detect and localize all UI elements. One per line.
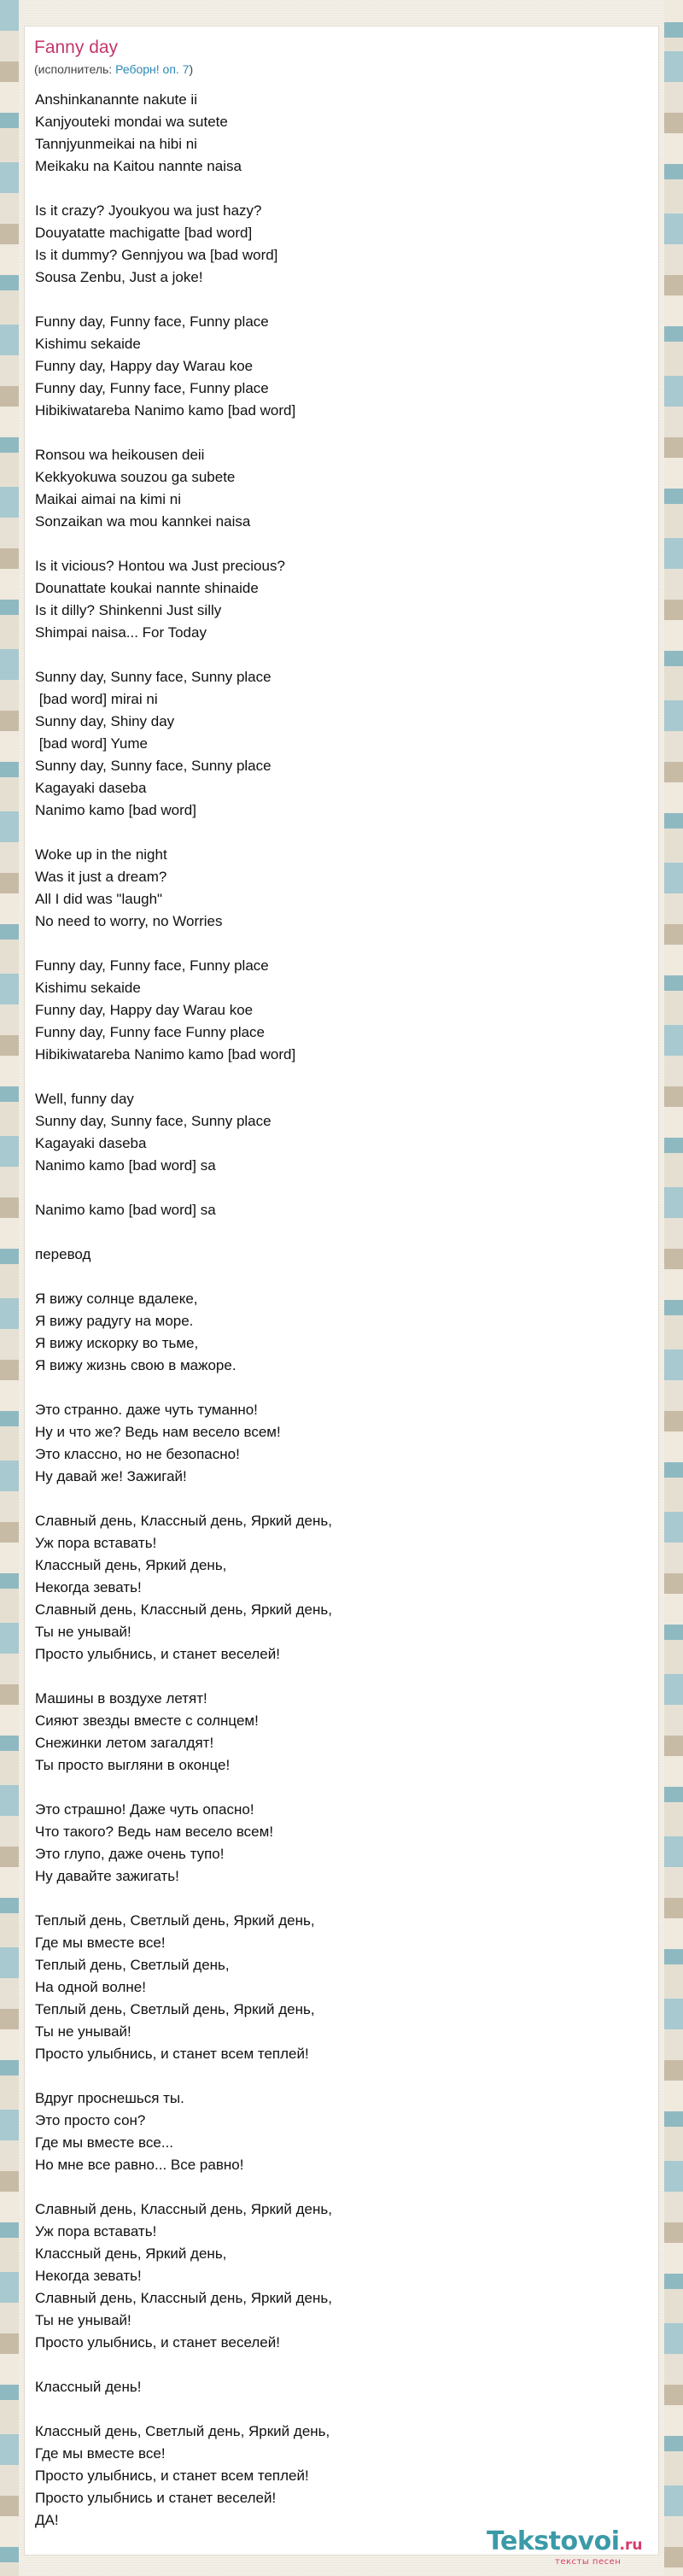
lyrics-line: Nanimo kamo [bad word] sa: [35, 1202, 216, 1218]
lyrics-line: Sousa Zenbu, Just a joke!: [35, 269, 203, 285]
lyrics-line: Nanimo kamo [bad word]: [35, 802, 196, 818]
lyrics-line: Славный день, Классный день, Яркий день,: [35, 1513, 332, 1529]
artist-line: [34, 62, 193, 76]
lyrics-blank-line: [35, 2398, 633, 2421]
lyrics-blank-line: [35, 1177, 633, 1199]
lyrics-blank-line: [35, 822, 633, 844]
lyrics-line: Nanimo kamo [bad word] sa: [35, 1157, 216, 1174]
lyrics-line: Снежинки летом загалдят!: [35, 1735, 214, 1751]
lyrics-blank-line: [35, 1666, 633, 1688]
logo-tagline: тексты песен: [555, 2557, 622, 2567]
lyrics-line: Что такого? Ведь нам весело всем!: [35, 1824, 274, 1840]
lyrics-line: Ты просто выгляни в оконце!: [35, 1757, 231, 1773]
lyrics-blank-line: [35, 2176, 633, 2198]
lyrics-line: Ну давай же! Зажигай!: [35, 1468, 187, 1484]
lyrics-line: Dounattate koukai nannte shinaide: [35, 580, 259, 596]
lyrics-blank-line: [35, 1377, 633, 1399]
lyrics-line: Maikai aimai na kimi ni: [35, 491, 181, 507]
right-decorative-stripe: [664, 0, 683, 2576]
lyrics-line: Ну и что же? Ведь нам весело всем!: [35, 1424, 281, 1440]
lyrics-line: Классный день!: [35, 2379, 142, 2395]
song-title: Fanny day: [34, 38, 119, 57]
lyrics-line: Hibikiwatareba Nanimo kamo [bad word]: [35, 1046, 296, 1063]
lyrics-line: Is it vicious? Hontou wa Just precious?: [35, 558, 285, 574]
lyrics-line: Douyatatte machigatte [bad word]: [35, 225, 253, 241]
lyrics-line: Kagayaki daseba: [35, 780, 147, 796]
lyrics-line: Классный день, Яркий день,: [35, 2245, 227, 2262]
lyrics-line: Теплый день, Светлый день, Яркий день,: [35, 1912, 315, 1929]
artist-prefix: (исполнитель:: [34, 62, 116, 76]
lyrics-line: All I did was "laugh": [35, 891, 163, 907]
lyrics-line: Meikaku na Kaitou nannte naisa: [35, 158, 242, 174]
lyrics-blank-line: [35, 644, 633, 666]
lyrics-line: Ну давайте зажигать!: [35, 1868, 179, 1884]
lyrics-line: Где мы вместе все...: [35, 2134, 174, 2151]
logo-name: Tekstovoi: [487, 2526, 620, 2556]
lyrics-blank-line: [35, 2354, 633, 2376]
lyrics-line: Классный день, Светлый день, Яркий день,: [35, 2423, 330, 2439]
lyrics-line: Но мне все равно... Все равно!: [35, 2157, 244, 2173]
lyrics-line: Просто улыбнись, и станет веселей!: [35, 1646, 280, 1662]
lyrics-line: Некогда зевать!: [35, 2268, 142, 2284]
lyrics-line: Is it dummy? Gennjyou wa [bad word]: [35, 247, 278, 263]
lyrics-line: Уж пора вставать!: [35, 2223, 157, 2239]
lyrics-line: Просто улыбнись, и станет всем теплей!: [35, 2046, 309, 2062]
left-decorative-stripe: [0, 0, 19, 2576]
lyrics-line: Sunny day, Sunny face, Sunny place: [35, 758, 271, 774]
lyrics-line: Sunny day, Sunny face, Sunny place: [35, 669, 271, 685]
lyrics-line: Is it dilly? Shinkenni Just silly: [35, 602, 222, 618]
lyrics-line: Это классно, но не безопасно!: [35, 1446, 240, 1462]
lyrics-line: Теплый день, Светлый день,: [35, 1957, 230, 1973]
lyrics-line: Некогда зевать!: [35, 1579, 142, 1595]
lyrics-line: Is it crazy? Jyoukyou wa just hazy?: [35, 202, 262, 219]
lyrics-line: Теплый день, Светлый день, Яркий день,: [35, 2001, 315, 2017]
lyrics-line: Funny day, Happy day Warau koe: [35, 1002, 254, 1018]
lyrics-line: Kekkyokuwa souzou ga subete: [35, 469, 236, 485]
lyrics-line: Классный день, Яркий день,: [35, 1557, 227, 1573]
lyrics-line: Я вижу жизнь свою в мажоре.: [35, 1357, 236, 1373]
lyrics-line: ДА!: [35, 2512, 59, 2528]
lyrics-blank-line: [35, 1777, 633, 1799]
lyrics-blank-line: [35, 1221, 633, 1244]
lyrics-line: [bad word] Yume: [35, 735, 148, 752]
lyrics-line: Это глупо, даже очень тупо!: [35, 1846, 225, 1862]
lyrics-line: Славный день, Классный день, Яркий день,: [35, 1601, 332, 1618]
logo-tld: .ru: [619, 2537, 643, 2554]
lyrics-line: [bad word] mirai ni: [35, 691, 158, 707]
lyrics-blank-line: [35, 933, 633, 955]
lyrics-line: Я вижу солнце вдалеке,: [35, 1291, 198, 1307]
lyrics-line: Ты не унывай!: [35, 2312, 131, 2328]
lyrics-line: Sunny day, Sunny face, Sunny place: [35, 1113, 271, 1129]
lyrics-line: Sunny day, Shiny day: [35, 713, 175, 729]
lyrics-line: На одной волне!: [35, 1979, 146, 1995]
lyrics-line: Это страшно! Даже чуть опасно!: [35, 1801, 254, 1818]
lyrics-blank-line: [35, 289, 633, 311]
lyrics-line: Well, funny day: [35, 1091, 134, 1107]
lyrics-line: Shimpai naisa... For Today: [35, 624, 207, 641]
lyrics-line: Funny day, Happy day Warau koe: [35, 358, 254, 374]
lyrics-line: Funny day, Funny face, Funny place: [35, 380, 269, 396]
lyrics-line: Sonzaikan wa mou kannkei naisa: [35, 513, 251, 530]
lyrics-line: Просто улыбнись и станет веселей!: [35, 2490, 277, 2506]
lyrics-line: Kishimu sekaide: [35, 980, 141, 996]
artist-suffix: ): [189, 62, 194, 76]
artist-link[interactable]: Реборн! оп. 7: [115, 62, 190, 76]
lyrics-blank-line: [35, 2065, 633, 2087]
lyrics-line: Kagayaki daseba: [35, 1135, 147, 1151]
lyrics-line: Woke up in the night: [35, 846, 167, 863]
lyrics-line: Где мы вместе все!: [35, 1935, 166, 1951]
lyrics-line: Это просто сон?: [35, 2112, 146, 2128]
lyrics-line: Сияют звезды вместе с солнцем!: [35, 1712, 259, 1729]
lyrics-line: Funny day, Funny face Funny place: [35, 1024, 266, 1040]
lyrics-line: Tannjyunmeikai na hibi ni: [35, 136, 197, 152]
lyrics-line: Я вижу радугу на море.: [35, 1313, 194, 1329]
lyrics-blank-line: [35, 1488, 633, 1510]
lyrics-line: Машины в воздухе летят!: [35, 1690, 207, 1707]
lyrics-line: Anshinkanannte nakute ii: [35, 91, 197, 108]
lyrics-blank-line: [35, 533, 633, 555]
lyrics-line: Ты не унывай!: [35, 1624, 131, 1640]
lyrics-line: Funny day, Funny face, Funny place: [35, 957, 269, 974]
lyrics-blank-line: [35, 1888, 633, 1910]
lyrics-line: Уж пора вставать!: [35, 1535, 157, 1551]
lyrics-line: Kanjyouteki mondai wa sutete: [35, 114, 228, 130]
lyrics-blank-line: [35, 1066, 633, 1088]
lyrics-line: Ronsou wa heikousen deii: [35, 447, 205, 463]
lyrics-line: Просто улыбнись, и станет всем теплей!: [35, 2468, 309, 2484]
lyrics-line: Funny day, Funny face, Funny place: [35, 313, 269, 330]
site-logo[interactable]: [487, 2526, 643, 2567]
lyrics-line: No need to worry, no Worries: [35, 913, 223, 929]
lyrics-blank-line: [35, 1266, 633, 1288]
lyrics-line: Просто улыбнись, и станет веселей!: [35, 2334, 280, 2351]
lyrics-blank-line: [35, 422, 633, 444]
lyrics-line: Славный день, Классный день, Яркий день,: [35, 2290, 332, 2306]
lyrics-line: Где мы вместе все!: [35, 2445, 166, 2462]
lyrics-line: Славный день, Классный день, Яркий день,: [35, 2201, 332, 2217]
lyrics-text: [35, 89, 633, 2532]
lyrics-line: Ты не унывай!: [35, 2023, 131, 2040]
lyrics-line: Hibikiwatareba Nanimo kamo [bad word]: [35, 402, 296, 419]
lyrics-blank-line: [35, 178, 633, 200]
lyrics-line: Я вижу искорку во тьме,: [35, 1335, 199, 1351]
lyrics-line: Вдруг проснешься ты.: [35, 2090, 184, 2106]
lyrics-line: перевод: [35, 1246, 91, 1262]
lyrics-line: Was it just a dream?: [35, 869, 167, 885]
lyrics-line: Kishimu sekaide: [35, 336, 141, 352]
lyrics-line: Это странно. даже чуть туманно!: [35, 1402, 258, 1418]
